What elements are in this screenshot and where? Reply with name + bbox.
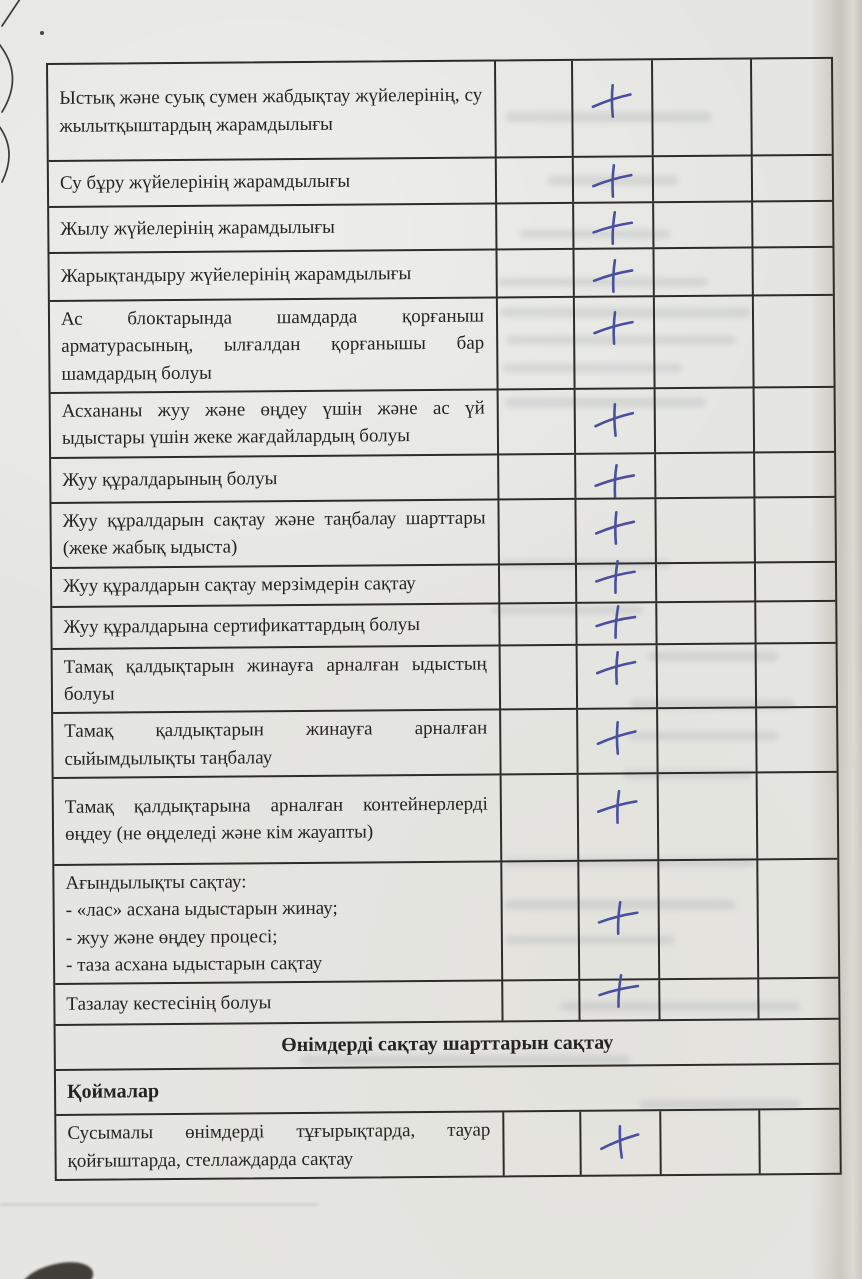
- check-cell: [655, 602, 754, 643]
- check-cell: [498, 564, 575, 602]
- check-cell: [656, 709, 755, 772]
- check-cell: [656, 644, 755, 707]
- check-cell: [577, 774, 658, 860]
- check-cell: [494, 61, 572, 157]
- checkmark-icon: [594, 1119, 647, 1166]
- table-row: [50, 248, 833, 302]
- check-cell: [751, 248, 832, 295]
- requirement-label: Жарықтандыру жүйелерінің жарамдылығы: [60, 263, 412, 288]
- table-row: [51, 498, 834, 569]
- requirement-label: Тамақ қалдықтарына арналған контейнерлерді өңдеу (не өңделеді және кім жауапты): [64, 793, 488, 846]
- checkmark-icon: [590, 506, 641, 550]
- check-cell: [573, 297, 654, 388]
- check-cell: [755, 708, 836, 771]
- check-cell: [756, 773, 838, 859]
- requirement-label: Асхананы жуу және өңдеу үшін және ас үй ыдыстары үшін жеке жағдайлардың болуы: [61, 397, 485, 450]
- check-cell: [579, 1112, 659, 1175]
- requirement-label: Тамақ қалдықтарын жинауға арналған ыдыстың болуы: [63, 653, 487, 705]
- table-row: [49, 202, 832, 254]
- checkmark-icon: [592, 646, 643, 690]
- check-cell: [575, 603, 655, 644]
- check-cell: [657, 773, 757, 859]
- check-cell: [578, 981, 658, 1021]
- table-row: [56, 1110, 839, 1179]
- checkmark-icon: [592, 601, 641, 642]
- check-cell: [575, 564, 655, 602]
- table-section-row: [56, 1020, 839, 1071]
- check-cell: [497, 455, 574, 499]
- check-cell: [653, 296, 753, 387]
- checkmark-icon: [587, 79, 639, 124]
- check-cell: [658, 980, 757, 1020]
- requirement-label: Жылу жүйелерінің жарамдылығы: [60, 217, 335, 241]
- check-cell: [654, 389, 753, 452]
- requirement-label: Сусымалы өнімдерді тұғырықтарда, тауар қойғыштарда, стеллаждарда сақтау: [67, 1119, 491, 1172]
- checkmark-icon: [593, 786, 643, 829]
- check-cell: [750, 59, 832, 155]
- subsection-title: Қоймалар: [66, 1080, 160, 1104]
- check-cell: [751, 156, 832, 201]
- check-cell: [495, 204, 572, 249]
- checkmark-icon: [589, 307, 640, 351]
- table-row: [51, 453, 834, 504]
- check-cell: [753, 388, 834, 451]
- check-cell: [495, 250, 572, 297]
- check-cell: [495, 158, 572, 203]
- check-cell: [753, 498, 834, 561]
- section-title: Өнімдерді сақтау шарттарын сақтау: [281, 1031, 614, 1057]
- checkmark-icon: [589, 207, 638, 249]
- requirement-label: Жуу құралдарын сақтау және таңбалау шарттары (жеке жабық ыдыста): [62, 507, 486, 560]
- check-cell: [755, 643, 836, 706]
- check-cell: [500, 862, 578, 980]
- checklist-table: [46, 57, 842, 1181]
- check-cell: [499, 645, 576, 708]
- checkmark-icon: [589, 255, 639, 298]
- requirement-label: Жуу құралдарының болуы: [62, 467, 278, 491]
- check-cell: [657, 860, 757, 978]
- table-row: [48, 59, 832, 162]
- check-cell: [496, 298, 574, 389]
- table-row: [51, 388, 834, 459]
- check-cell: [576, 709, 656, 772]
- ink-dot: [40, 31, 44, 35]
- check-cell: [574, 499, 654, 562]
- corner-shadow-object: [17, 1256, 97, 1279]
- requirement-label: Ас блоктарында шамдарда қорғаныш арматурасының, ылғалдан қорғанышы бар шамдардың болуы: [60, 305, 485, 385]
- checkmark-icon: [589, 398, 641, 444]
- table-subsection-row: [56, 1065, 839, 1116]
- table-row: [53, 708, 836, 779]
- check-cell: [754, 601, 835, 642]
- table-row: [53, 643, 836, 714]
- check-cell: [654, 453, 753, 497]
- check-cell: [574, 389, 654, 452]
- check-cell: [751, 202, 832, 247]
- checkmark-icon: [590, 460, 640, 503]
- table-row: [52, 601, 835, 649]
- requirement-label: Жуу құралдарына сертификаттардың болуы: [63, 613, 421, 638]
- check-cell: [497, 500, 574, 563]
- checkmark-icon: [588, 160, 639, 204]
- check-cell: [757, 979, 838, 1019]
- table-row: [49, 156, 832, 208]
- requirement-label: Тазалау кестесінің болуы: [66, 992, 272, 1016]
- table-row: [55, 979, 838, 1026]
- check-cell: [652, 248, 751, 295]
- checkmark-icon: [592, 716, 644, 761]
- table-row: [54, 860, 838, 986]
- requirement-label: Ағындылықты сақтау: - «лас» асхана ыдыстарын жинау; - жуу және өңдеу процесі; - таза асхана ыдыстарын сақтау: [65, 871, 338, 976]
- check-cell: [500, 775, 578, 861]
- check-cell: [572, 203, 652, 248]
- requirement-label: Ыстық және суық сумен жабдықтау жүйелерінің, су жылытқыштардың жарамдылығы: [59, 84, 483, 137]
- requirement-label: Тамақ қалдықтарын жинауға арналған сыйымдылықты таңбалау: [64, 717, 488, 770]
- check-cell: [572, 157, 652, 202]
- requirement-label: Жуу құралдарын сақтау мерзімдерін сақтау: [63, 573, 416, 598]
- check-cell: [574, 454, 654, 498]
- check-cell: [652, 202, 751, 247]
- table-row: [52, 562, 835, 607]
- check-cell: [754, 562, 835, 600]
- check-cell: [576, 645, 656, 708]
- check-cell: [651, 59, 751, 155]
- check-cell: [501, 981, 578, 1021]
- check-cell: [572, 249, 652, 296]
- check-cell: [654, 498, 753, 561]
- bleedthrough-line: [0, 1203, 318, 1206]
- check-cell: [756, 860, 838, 978]
- check-cell: [655, 563, 754, 601]
- requirement-label: Су бұру жүйелерінің жарамдылығы: [59, 170, 351, 195]
- check-cell: [752, 296, 834, 387]
- check-cell: [753, 453, 834, 497]
- checkmark-icon: [594, 897, 643, 939]
- check-cell: [571, 60, 652, 156]
- check-cell: [577, 861, 658, 979]
- table-row: [50, 296, 834, 394]
- check-cell: [758, 1110, 839, 1173]
- check-cell: [497, 390, 574, 453]
- check-cell: [502, 1112, 579, 1175]
- check-cell: [499, 710, 576, 773]
- check-cell: [659, 1111, 758, 1174]
- check-cell: [652, 156, 751, 201]
- check-cell: [498, 603, 575, 644]
- table-row: [54, 773, 838, 866]
